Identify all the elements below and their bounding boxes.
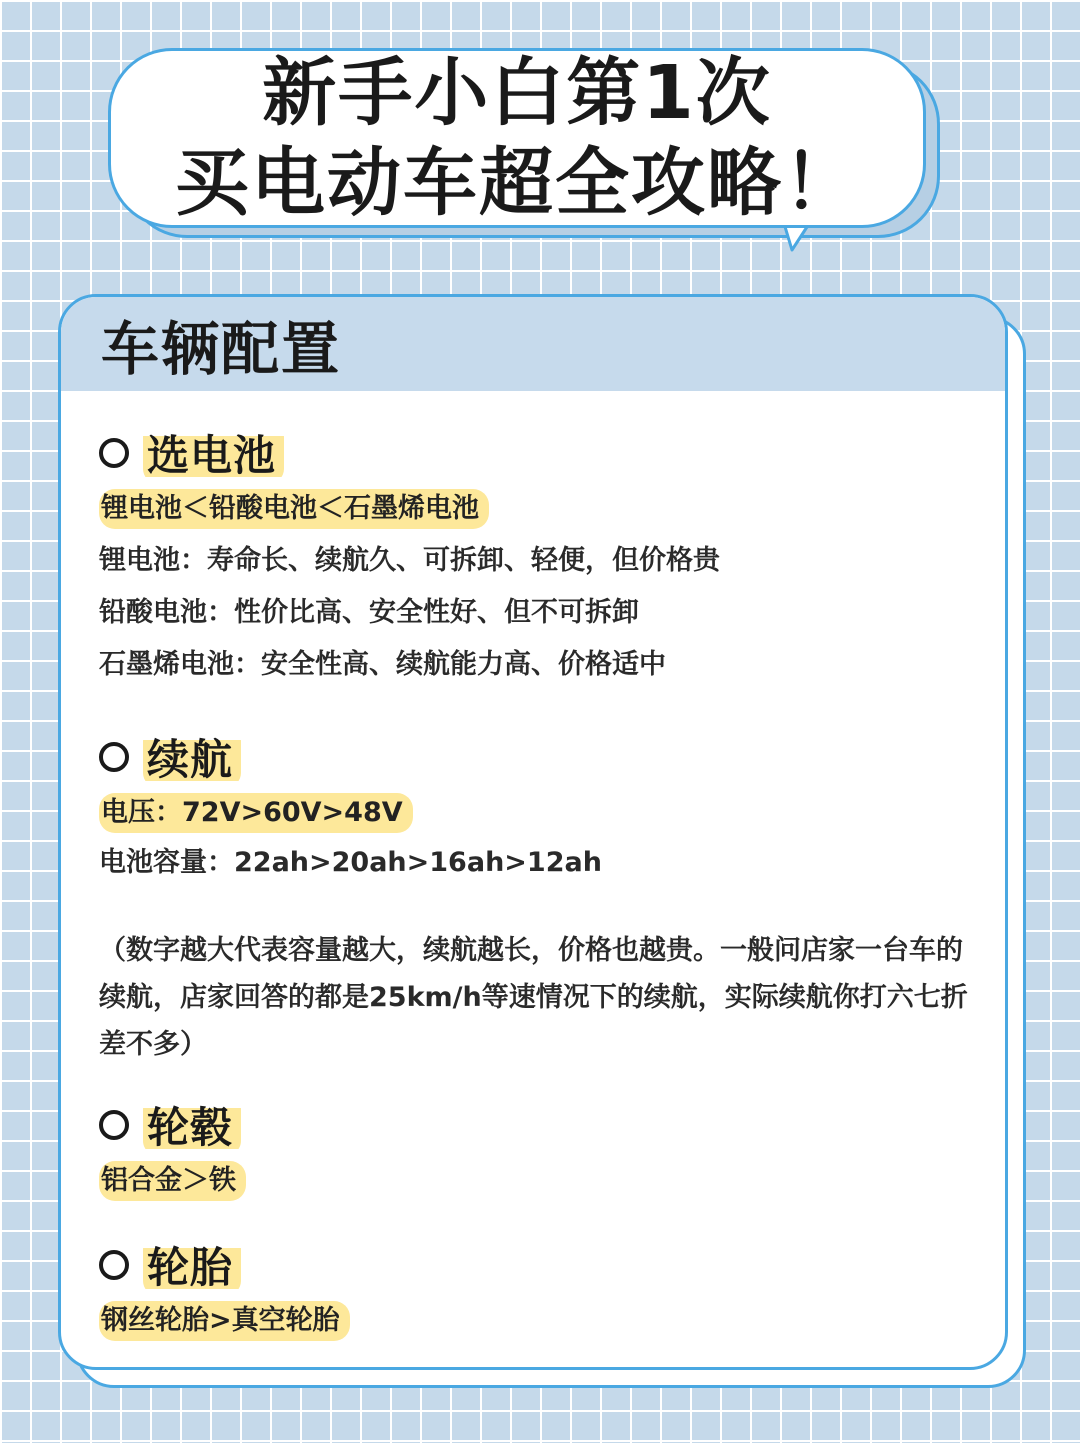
detail-line: 电池容量：22ah>20ah>16ah>12ah [99, 847, 602, 878]
title-bubble [108, 48, 926, 228]
section-title: 轮毂 [143, 1095, 241, 1155]
section-heading [99, 729, 969, 785]
card-title: 车辆配置 [101, 315, 342, 383]
range-note: （数字越大代表容量越大，续航越长，价格也越贵。一般问店家一台车的续航，店家回答的都是25km/h等速情况下的续航，实际续航你打六七折差不多） [99, 935, 968, 1060]
section-battery [99, 425, 720, 691]
section-highlight: 电压：72V>60V>48V [99, 793, 413, 833]
detail-line: 铅酸电池：性价比高、安全性好、但不可拆卸 [99, 597, 639, 628]
section-range [99, 729, 969, 1068]
config-card [58, 294, 1008, 1370]
section-tires [99, 1237, 350, 1341]
section-heading [99, 1097, 246, 1153]
bullet-circle-icon [99, 438, 129, 468]
bullet-circle-icon [99, 1250, 129, 1280]
bullet-circle-icon [99, 742, 129, 772]
section-title: 续航 [143, 727, 241, 787]
section-heading [99, 1237, 350, 1293]
section-title: 选电池 [143, 423, 284, 483]
detail-line: 锂电池：寿命长、续航久、可拆卸、轻便，但价格贵 [99, 545, 720, 576]
section-title: 轮胎 [143, 1235, 241, 1295]
detail-line: 石墨烯电池：安全性高、续航能力高、价格适中 [99, 649, 666, 680]
section-heading [99, 425, 720, 481]
section-highlight: 钢丝轮胎>真空轮胎 [99, 1301, 350, 1341]
section-wheel-hub [99, 1097, 246, 1201]
section-highlight: 锂电池＜铅酸电池＜石墨烯电池 [99, 489, 489, 529]
section-highlight: 铝合金＞铁 [99, 1161, 246, 1201]
title-line-2: 买电动车超全攻略！ [175, 140, 859, 226]
bullet-circle-icon [99, 1110, 129, 1140]
card-header [61, 297, 1005, 391]
title-line-1: 新手小白第1次 [262, 50, 772, 136]
